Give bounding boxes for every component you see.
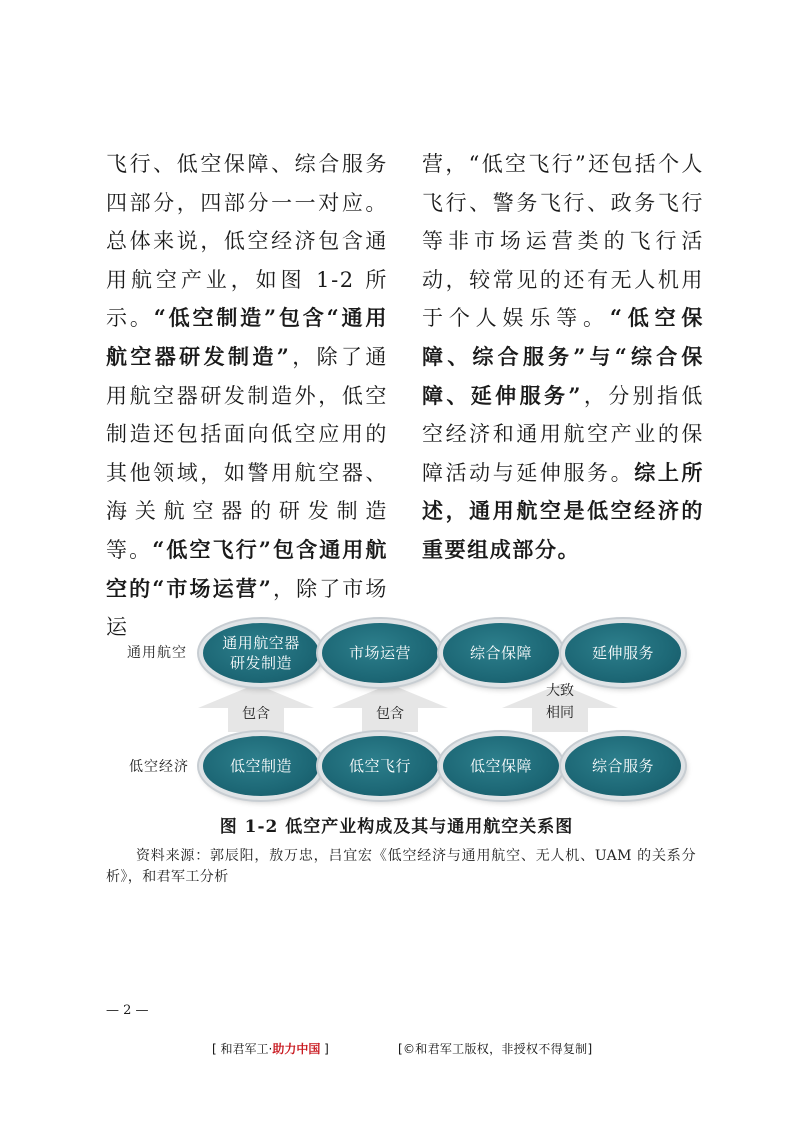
arrow-label-3: 大致 相同 xyxy=(546,683,574,721)
footer-slogan: 助力中国 xyxy=(272,1042,321,1056)
node-aircraft-rd-manufacturing: 通用航空器 研发制造 xyxy=(203,623,319,683)
footer-copyright: [©和君军工版权，非授权不得复制] xyxy=(398,1042,593,1056)
right-bold-1: “低空保障、综合服务”与“综合保障、延伸服务” xyxy=(422,305,705,408)
industry-relation-diagram xyxy=(108,612,698,802)
left-text-1: 飞行、低空保障、综合服务四部分，四部分一一对应。总体来说，低空经济包含通用航空产业，如图 1-2 所示。 xyxy=(106,152,388,331)
node-comprehensive-support-top: 综合保障 xyxy=(443,623,559,683)
node-extended-service: 延伸服务 xyxy=(565,623,681,683)
footer-bracket-close: ] xyxy=(320,1042,329,1056)
right-text-2: ，分别指低空经济和通用航空产业的保障活动与延伸服务。 xyxy=(422,383,705,485)
right-bold-2: 综上所述，通用航空是低空经济的重要组成部分。 xyxy=(422,459,704,562)
row-label-general-aviation: 通用航空 xyxy=(127,645,187,661)
right-text-1: 营，“低空飞行”还包括个人飞行、警务飞行、政务飞行等非市场运营类的飞行活动，较常见的还有无人机用于个人娱乐等。 xyxy=(422,152,704,331)
footer-brand xyxy=(212,1040,329,1057)
figure-caption: 图 1-2 低空产业构成及其与通用航空关系图 xyxy=(219,817,574,837)
right-text-column xyxy=(422,145,704,570)
row-label-low-altitude-economy: 低空经济 xyxy=(129,759,189,775)
node-low-altitude-support: 低空保障 xyxy=(443,736,559,796)
figure-source-note: 资料来源：郭辰阳，敖万忠，吕宜宏《低空经济与通用航空、无人机、UAM 的关系分析》，和君军工分析 xyxy=(106,848,696,885)
node-comprehensive-service: 综合服务 xyxy=(565,736,681,796)
left-bold-1: “低空制造”包含“通用航空器研发制造” xyxy=(106,305,389,369)
left-bold-2: “低空飞行”包含通用航空的“市场运营” xyxy=(106,536,389,601)
left-text-3: ，除了市场运 xyxy=(106,576,388,640)
arrow-label-1: 包含 xyxy=(242,706,270,722)
arrow-label-2: 包含 xyxy=(376,706,404,722)
node-low-altitude-manufacturing: 低空制造 xyxy=(203,736,319,796)
footer-brand-name: [ 和君军工· xyxy=(212,1042,273,1056)
left-text-2: ，除了通用航空器研发制造外，低空制造还包括面向低空应用的其他领域，如警用航空器、海关航空器的研发制造等。 xyxy=(106,344,388,562)
left-text-column xyxy=(106,145,388,647)
node-market-operation: 市场运营 xyxy=(322,623,438,683)
node-low-altitude-flight: 低空飞行 xyxy=(322,736,438,796)
page-number: — 2 — xyxy=(106,1003,149,1018)
